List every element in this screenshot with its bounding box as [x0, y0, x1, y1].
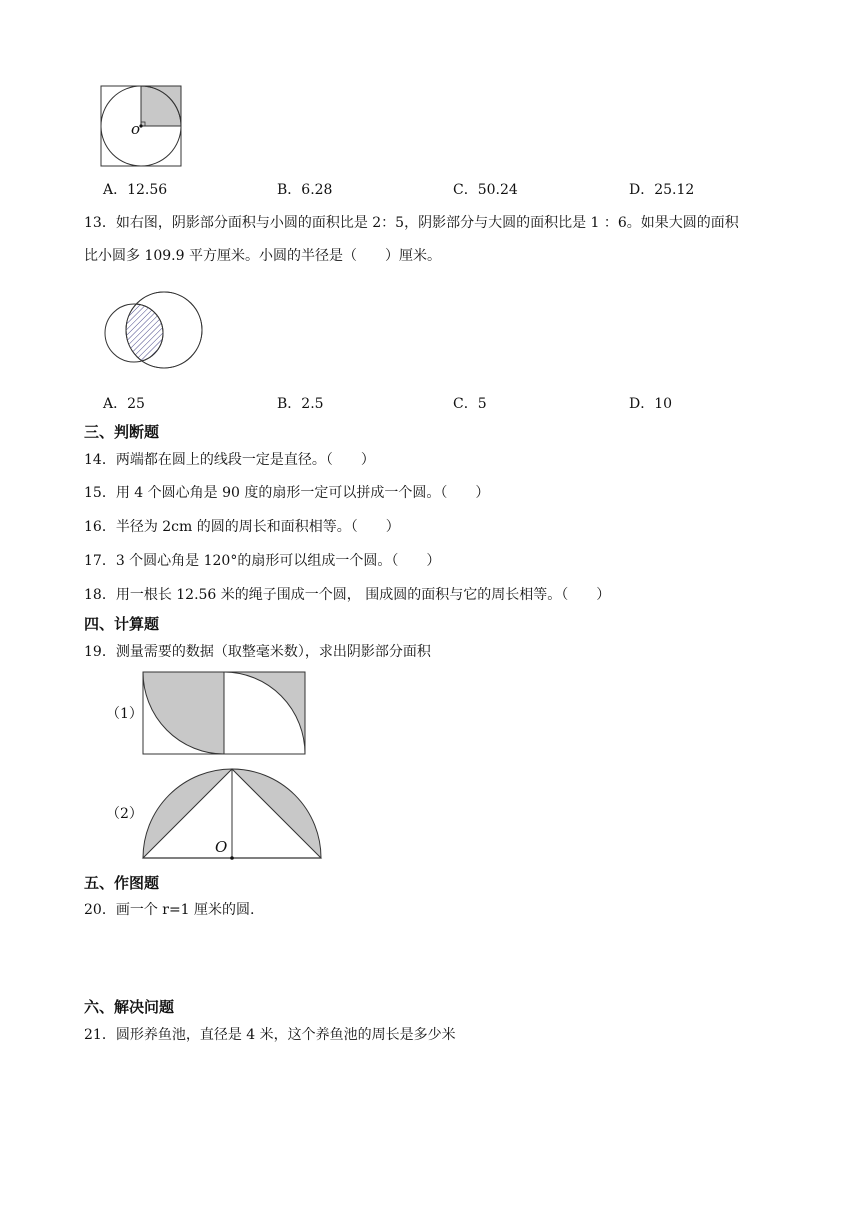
- q12-option-a[interactable]: A．12.56: [103, 182, 168, 198]
- q14-item: 14．两端都在圆上的线段一定是直径。（ ）: [84, 452, 375, 468]
- q15-item: 15．用 4 个圆心角是 90 度的扇形一定可以拼成一个圆。（ ）: [84, 485, 490, 501]
- section5-title: 五、作图题: [84, 874, 160, 892]
- q12-center-label: o: [131, 120, 141, 138]
- q16-item: 16．半径为 2cm 的圆的周长和面积相等。（ ）: [84, 519, 400, 535]
- q12-option-b[interactable]: B．6.28: [277, 182, 333, 198]
- q13-figure: [100, 288, 210, 372]
- q12-option-c[interactable]: C．50.24: [453, 182, 518, 198]
- q18-item: 18．用一根长 12.56 米的绳子围成一个圆， 围成圆的面积与它的周长相等。（ ）: [84, 587, 611, 603]
- q13-option-d[interactable]: D．10: [629, 396, 673, 412]
- q20-item: 20．画一个 r=1 厘米的圆.: [84, 902, 255, 918]
- q13-option-b[interactable]: B．2.5: [277, 396, 324, 412]
- q12-option-d[interactable]: D．25.12: [629, 182, 695, 198]
- section4-title: 四、计算题: [84, 615, 160, 633]
- q13-option-c[interactable]: C．5: [453, 396, 487, 412]
- q19-fig1-label: （1）: [106, 706, 143, 722]
- q19-figure-2: [142, 766, 322, 861]
- section3-title: 三、判断题: [84, 423, 160, 441]
- q13-option-a[interactable]: A．25: [103, 396, 145, 412]
- q21-item: 21．圆形养鱼池，直径是 4 米，这个养鱼池的周长是多少米: [84, 1027, 456, 1043]
- q17-item: 17．3 个圆心角是 120°的扇形可以组成一个圆。（ ）: [84, 553, 441, 569]
- section6-title: 六、解决问题: [84, 998, 175, 1016]
- q13-question-line1: 13．如右图，阴影部分面积与小圆的面积比是 2：5，阴影部分与大圆的面积比是 1 ：6。如果大圆的面积: [84, 215, 739, 231]
- q12-figure: [100, 85, 182, 167]
- q19-fig2-center-label: O: [215, 838, 228, 856]
- q19-fig2-label: （2）: [106, 806, 143, 822]
- q19-item: 19．测量需要的数据（取整毫米数），求出阴影部分面积: [84, 644, 431, 660]
- q13-question-line2: 比小圆多 109.9 平方厘米。小圆的半径是（ ）厘米。: [84, 248, 441, 264]
- q19-figure-1: [142, 671, 306, 755]
